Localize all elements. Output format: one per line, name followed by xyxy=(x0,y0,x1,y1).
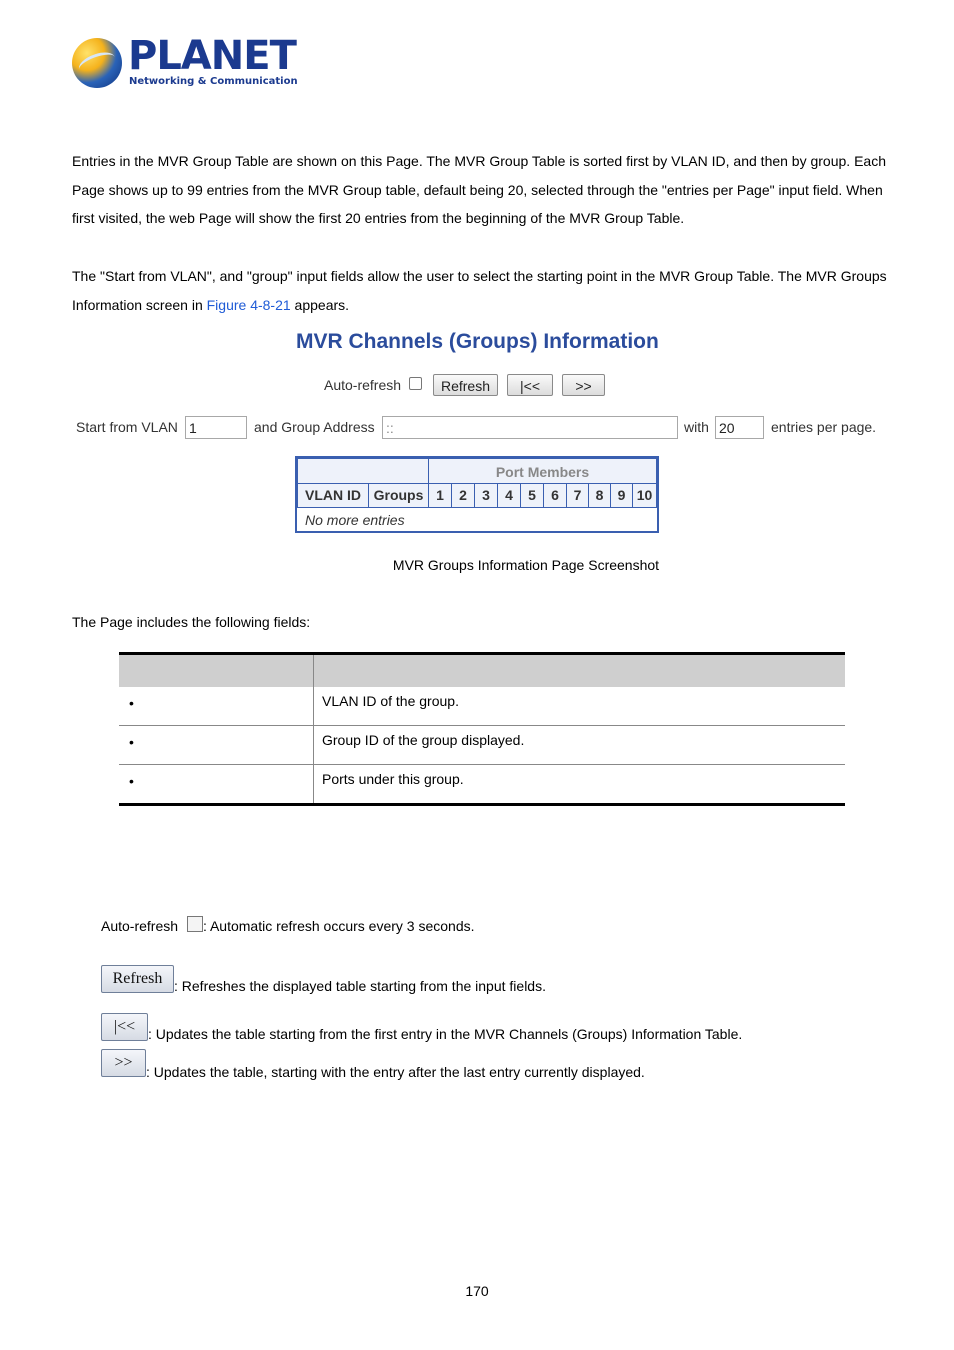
port-header: 9 xyxy=(610,483,633,508)
intro-paragraph-2-tail: appears. xyxy=(290,296,350,313)
auto-refresh-checkbox[interactable] xyxy=(409,377,422,390)
column-divider xyxy=(313,655,314,803)
field-description: Group ID of the group displayed. xyxy=(322,732,525,748)
figure-link[interactable]: Figure 4-8-21 xyxy=(206,296,291,313)
planet-logo xyxy=(72,33,298,92)
page-number: 170 xyxy=(465,1283,489,1299)
first-page-help-button[interactable]: |<< xyxy=(101,1013,148,1041)
next-page-help-desc: : Updates the table, starting with the entry after the last entry currently displayed. xyxy=(146,1064,645,1080)
table-row xyxy=(119,765,845,804)
intro-paragraph-2-text: The "Start from VLAN", and "group" input fields allow the user to select the starting point in the MVR Group Table. The MVR Groups Information screen in xyxy=(72,268,887,313)
first-page-help-desc: : Updates the table starting from the first entry in the MVR Channels (Groups) Information Table. xyxy=(148,1026,743,1042)
entries-per-page-label: entries per page. xyxy=(771,419,877,435)
auto-refresh-help-label: Auto-refresh xyxy=(101,918,179,934)
screenshot-title: MVR Channels (Groups) Information xyxy=(296,330,659,353)
field-description: Ports under this group. xyxy=(322,771,464,787)
group-address-input[interactable]: :: xyxy=(382,416,678,439)
with-label: with xyxy=(684,419,709,435)
port-header: 5 xyxy=(520,483,544,508)
bullet: • xyxy=(129,734,134,750)
port-header: 10 xyxy=(632,483,657,508)
start-vlan-label: Start from VLAN xyxy=(76,419,178,435)
mvr-groups-table xyxy=(295,456,659,533)
port-header: 7 xyxy=(566,483,589,508)
logo-word: PLANET xyxy=(128,33,296,79)
auto-refresh-help xyxy=(101,916,475,934)
port-header: 4 xyxy=(497,483,521,508)
auto-refresh-label: Auto-refresh xyxy=(324,377,402,393)
refresh-help-button[interactable]: Refresh xyxy=(101,965,174,993)
port-header: 2 xyxy=(451,483,475,508)
table-row xyxy=(119,687,845,726)
groups-header: Groups xyxy=(368,483,429,508)
port-header: 6 xyxy=(543,483,567,508)
field-description: VLAN ID of the group. xyxy=(322,693,459,709)
no-entries-text: No more entries xyxy=(305,512,405,528)
next-page-help-button[interactable]: >> xyxy=(101,1049,146,1077)
port-header: 8 xyxy=(588,483,611,508)
refresh-button[interactable]: Refresh xyxy=(433,374,498,396)
vlan-id-header: VLAN ID xyxy=(297,483,369,508)
first-page-button[interactable]: |<< xyxy=(507,374,553,396)
intro-paragraph-1: Entries in the MVR Group Table are shown on this Page. The MVR Group Table is sorted first by VLAN ID, and then by group. Each Page shows up to 99 entries from the MVR Group table, default being 20, selected through the "entries per Page" input field. When first visited, the web Page will show the first 20 entries from the beginning of the MVR Group Table. xyxy=(72,153,886,227)
auto-refresh-help-desc: : Automatic refresh occurs every 3 seconds. xyxy=(202,918,475,934)
port-header: 3 xyxy=(474,483,498,508)
refresh-help-desc: : Refreshes the displayed table starting from the input fields. xyxy=(174,978,546,994)
bullet: • xyxy=(129,695,134,711)
intro-paragraph-2 xyxy=(72,262,887,319)
bullet: • xyxy=(129,773,134,789)
entries-per-page-input[interactable]: 20 xyxy=(715,416,764,439)
figure-caption: MVR Groups Information Page Screenshot xyxy=(392,557,660,573)
port-members-header: Port Members xyxy=(428,458,657,484)
start-vlan-input[interactable]: 1 xyxy=(185,416,247,439)
table-header-blank xyxy=(297,458,429,484)
table-bottom-rule xyxy=(119,803,845,806)
port-header: 1 xyxy=(428,483,452,508)
group-address-label: and Group Address xyxy=(254,419,375,435)
fields-intro: The Page includes the following fields: xyxy=(72,614,311,630)
logo-tagline: Networking & Communication xyxy=(129,76,298,87)
next-page-button[interactable]: >> xyxy=(562,374,605,396)
checkbox-icon[interactable] xyxy=(187,916,203,932)
table-row xyxy=(119,726,845,765)
table-header-row xyxy=(119,655,845,687)
